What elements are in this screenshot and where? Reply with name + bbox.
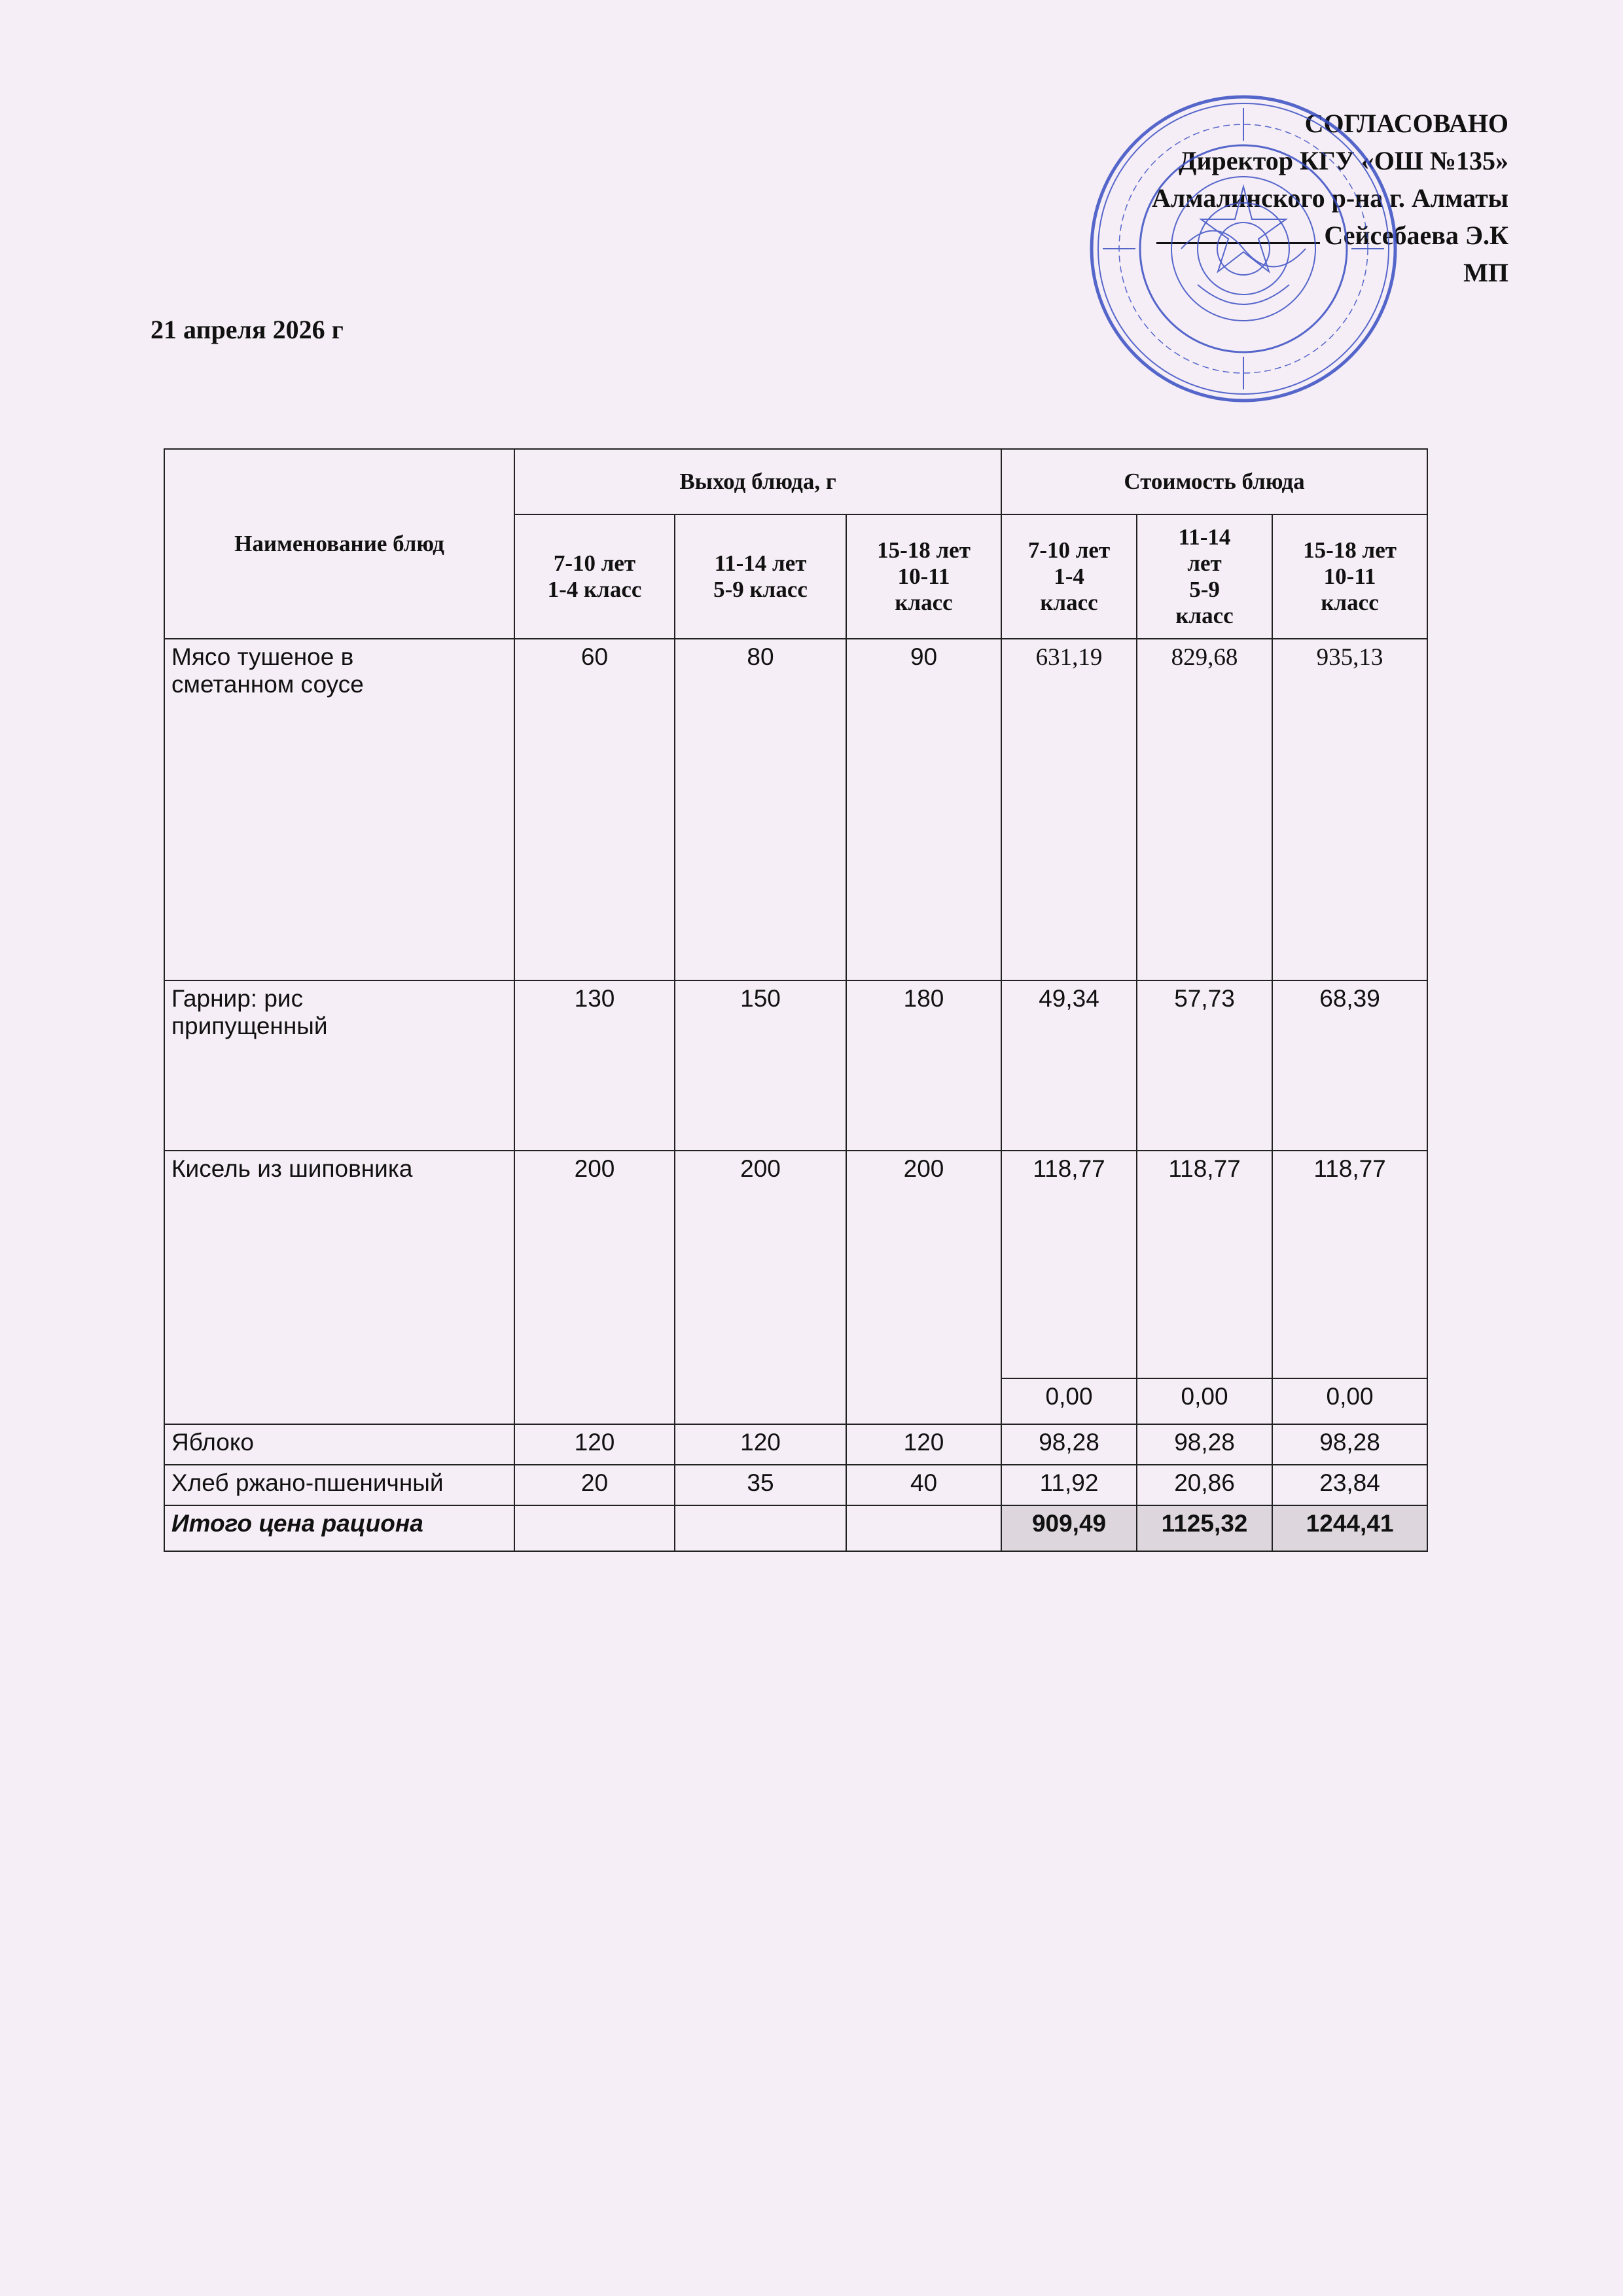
cost-cell: 57,73: [1137, 980, 1272, 1151]
yield-cell: 200: [675, 1151, 846, 1424]
approval-title: СОГЛАСОВАНО: [1304, 109, 1508, 138]
cost-cell: 829,68: [1137, 639, 1272, 980]
cost-cell: 98,28: [1137, 1424, 1272, 1465]
total-row: [164, 1505, 1427, 1551]
cost-cell: 20,86: [1137, 1465, 1272, 1505]
table-row: [164, 980, 1427, 1151]
header-cost-group-3: 15-18 лет 10-11 класс: [1272, 514, 1427, 639]
cost-cell: 0,00: [1137, 1378, 1272, 1424]
empty-cell: [514, 1505, 675, 1551]
table-row: [164, 639, 1427, 980]
header-dish-name: Наименование блюд: [164, 449, 514, 639]
dish-name: Хлеб ржано-пшеничный: [164, 1465, 514, 1505]
yield-cell: 120: [675, 1424, 846, 1465]
approval-director-name: Сейсебаева Э.К: [1324, 221, 1508, 250]
empty-cell: [846, 1505, 1001, 1551]
table-row: [164, 1424, 1427, 1465]
empty-cell: [675, 1505, 846, 1551]
yield-cell: 80: [675, 639, 846, 980]
yield-cell: 120: [514, 1424, 675, 1465]
approval-position: Директор КГУ «ОШ №135»: [1178, 146, 1508, 175]
cost-cell: 631,19: [1001, 639, 1137, 980]
header-cost-group-2: 11-14 лет 5-9 класс: [1137, 514, 1272, 639]
yield-cell: 200: [514, 1151, 675, 1424]
total-value: 909,49: [1001, 1505, 1137, 1551]
cost-cell: 0,00: [1272, 1378, 1427, 1424]
header-yield-group-1: 7-10 лет 1-4 класс: [514, 514, 675, 639]
cost-cell: 98,28: [1272, 1424, 1427, 1465]
yield-cell: 40: [846, 1465, 1001, 1505]
yield-cell: 20: [514, 1465, 675, 1505]
yield-cell: 180: [846, 980, 1001, 1151]
total-label: Итого цена рациона: [164, 1505, 514, 1551]
cost-cell: 118,77: [1137, 1151, 1272, 1378]
yield-cell: 130: [514, 980, 675, 1151]
dish-name: Кисель из шиповника: [164, 1151, 514, 1424]
menu-table: [164, 448, 1428, 1552]
header-yield-group-2: 11-14 лет 5-9 класс: [675, 514, 846, 639]
cost-cell: 935,13: [1272, 639, 1427, 980]
cost-cell: 49,34: [1001, 980, 1137, 1151]
yield-cell: 35: [675, 1465, 846, 1505]
document-date: 21 апреля 2026 г: [151, 315, 344, 344]
official-round-stamp-icon: [1083, 88, 1404, 409]
cost-cell: 23,84: [1272, 1465, 1427, 1505]
yield-cell: 150: [675, 980, 846, 1151]
table-row: [164, 1151, 1427, 1378]
dish-name: Гарнир: рис припущенный: [164, 980, 514, 1151]
header-yield-group-3: 15-18 лет 10-11 класс: [846, 514, 1001, 639]
cost-cell: 68,39: [1272, 980, 1427, 1151]
cost-cell: 11,92: [1001, 1465, 1137, 1505]
dish-name: Яблоко: [164, 1424, 514, 1465]
dish-name: Мясо тушеное в сметанном соусе: [164, 639, 514, 980]
header-cost-group-1: 7-10 лет 1-4 класс: [1001, 514, 1137, 639]
cost-cell: 98,28: [1001, 1424, 1137, 1465]
yield-cell: 120: [846, 1424, 1001, 1465]
approval-mp: МП: [1463, 258, 1508, 287]
total-value: 1244,41: [1272, 1505, 1427, 1551]
cost-cell: 0,00: [1001, 1378, 1137, 1424]
yield-cell: 90: [846, 639, 1001, 980]
yield-cell: 60: [514, 639, 675, 980]
header-cost: Стоимость блюда: [1001, 449, 1427, 514]
approval-district: Алмалинского р-на г. Алматы: [1151, 183, 1508, 213]
cost-cell: 118,77: [1001, 1151, 1137, 1378]
header-yield: Выход блюда, г: [514, 449, 1001, 514]
total-value: 1125,32: [1137, 1505, 1272, 1551]
yield-cell: 200: [846, 1151, 1001, 1424]
table-row: [164, 1465, 1427, 1505]
cost-cell: 118,77: [1272, 1151, 1427, 1378]
